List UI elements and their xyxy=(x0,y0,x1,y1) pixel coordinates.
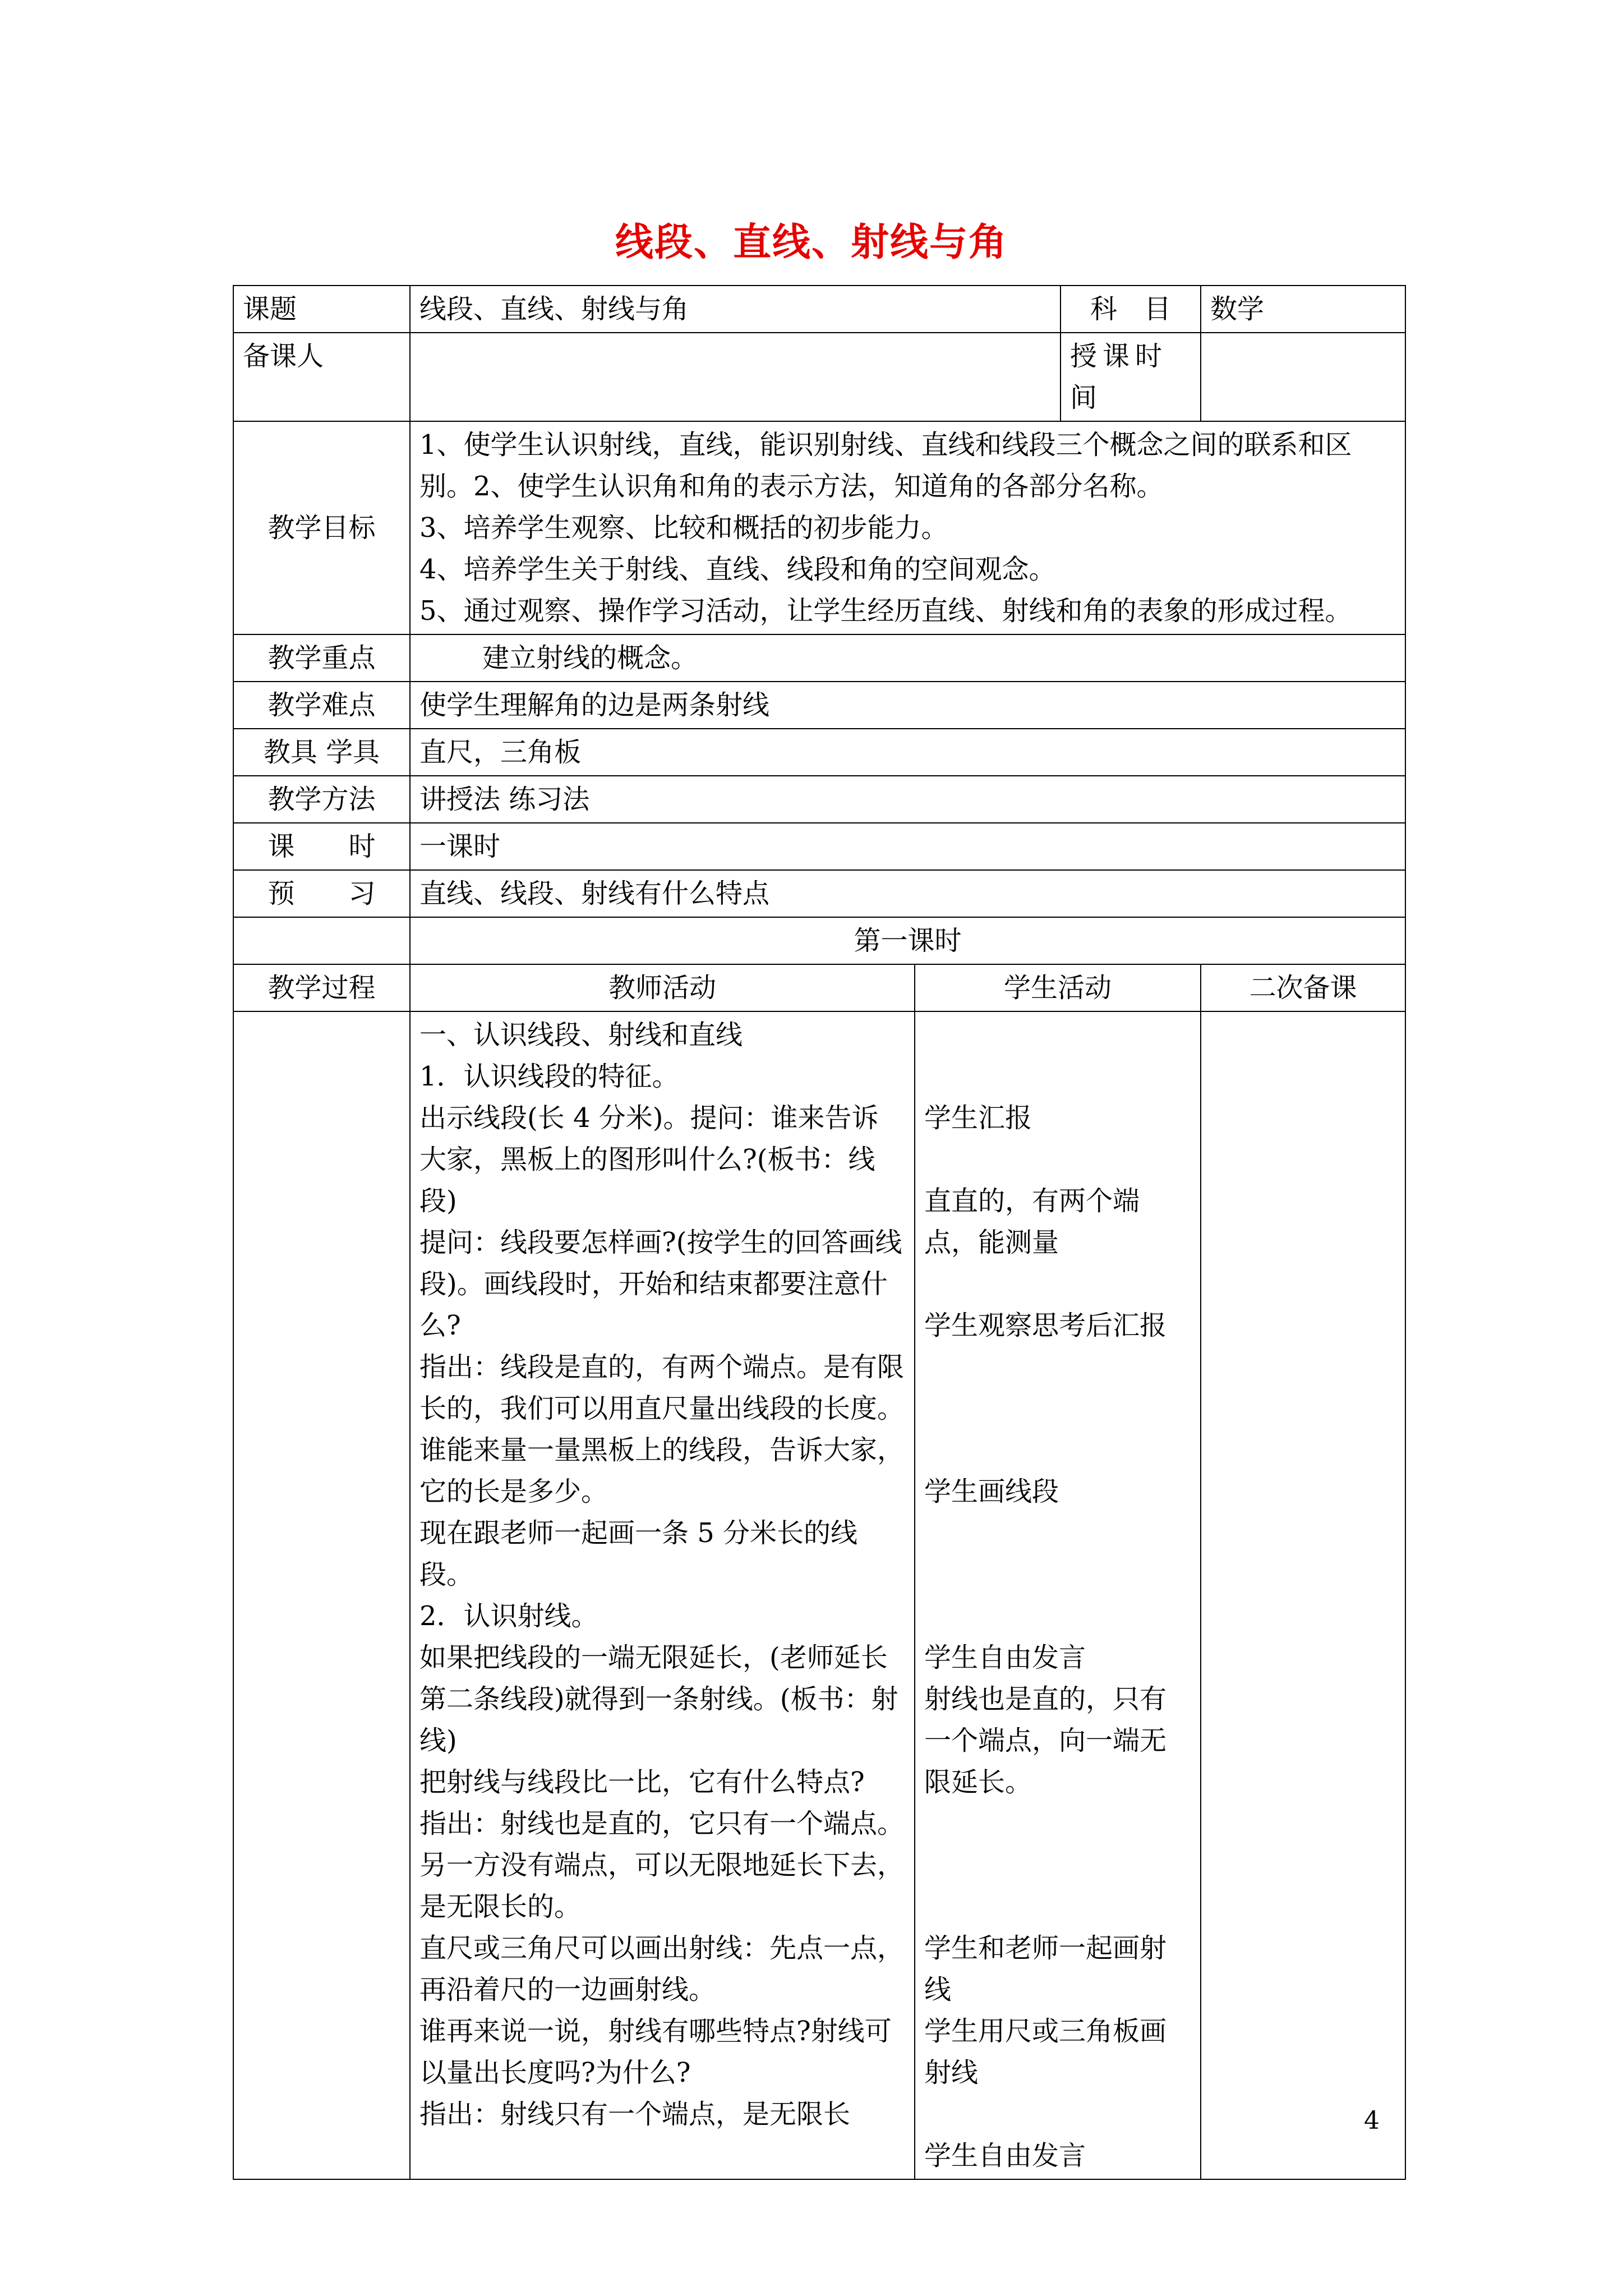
student-line: 学生用尺或三角板画射线 xyxy=(924,2016,1167,2088)
teacher-line: 2．认识射线。 xyxy=(419,1600,598,1632)
period-value: 一课时 xyxy=(410,823,1405,870)
table-row xyxy=(233,823,1405,870)
teacher-line: 谁再来说一说，射线有哪些特点?射线可以量出长度吗?为什么? xyxy=(419,2016,892,2088)
teacher-line: 1．认识线段的特征。 xyxy=(419,1061,679,1092)
teacher-line: 指出：射线只有一个端点，是无限长 xyxy=(419,2099,851,2130)
teacher-line: 指出：射线也是直的，它只有一个端点。另一方没有端点，可以无限地延长下去，是无限长的。 xyxy=(419,1808,905,1922)
teacher-line: 指出：线段是直的，有两个端点。是有限长的，我们可以用直尺量出线段的长度。 xyxy=(419,1351,905,1424)
teacher-line: 提问：线段要怎样画?(按学生的回答画线段)。画线段时，开始和结束都要注意什么? xyxy=(419,1227,902,1341)
teacher-line: 一、认识线段、射线和直线 xyxy=(419,1019,743,1051)
table-row xyxy=(233,634,1405,682)
student-line: 学生汇报 xyxy=(924,1102,1032,1134)
preview-value: 直线、线段、射线有什么特点 xyxy=(410,870,1405,917)
subject-value: 数学 xyxy=(1201,286,1405,333)
teacher-line: 直尺或三角尺可以画出射线：先点一点，再沿着尺的一边画射线。 xyxy=(419,1932,905,2005)
goal-item: 4、培养学生关于射线、直线、线段和角的空间观念。 xyxy=(419,554,1056,585)
preparer-value xyxy=(410,333,1061,421)
goals-label: 教学目标 xyxy=(233,421,410,634)
preview-label: 预 习 xyxy=(233,870,410,917)
table-row xyxy=(233,776,1405,823)
process-label: 教学过程 xyxy=(233,964,410,1011)
method-label: 教学方法 xyxy=(233,776,410,823)
teacher-line: 如果把线段的一端无限延长，(老师延长第二条线段)就得到一条射线。(板书：射线) xyxy=(419,1642,898,1756)
tools-value: 直尺，三角板 xyxy=(410,729,1405,776)
student-activity-header: 学生活动 xyxy=(915,964,1201,1011)
page-number: 4 xyxy=(1364,2106,1380,2135)
table-row xyxy=(233,682,1405,729)
table-row xyxy=(233,870,1405,917)
table-row xyxy=(233,1011,1405,2179)
table-row xyxy=(233,729,1405,776)
difficulty-value: 使学生理解角的边是两条射线 xyxy=(410,682,1405,729)
lesson-plan-table xyxy=(233,285,1406,2180)
teacher-line: 出示线段(长 4 分米)。提问：谁来告诉大家，黑板上的图形叫什么?(板书：线段) xyxy=(419,1102,879,1217)
second-prep-content xyxy=(1201,1011,1405,2179)
student-line: 学生画线段 xyxy=(924,1476,1059,1507)
student-activity-content xyxy=(915,1011,1201,2179)
tools-label: 教具 学具 xyxy=(233,729,410,776)
page-title: 线段、直线、射线与角 xyxy=(615,220,1008,265)
goals-content xyxy=(410,421,1405,634)
teacher-activity-header: 教师活动 xyxy=(410,964,915,1011)
student-line: 直直的，有两个端点，能测量 xyxy=(924,1185,1140,1258)
student-line: 学生和老师一起画射线 xyxy=(924,1932,1167,2005)
second-prep-header: 二次备课 xyxy=(1201,964,1405,1011)
table-row xyxy=(233,917,1405,964)
goal-item: 1、使学生认识射线，直线，能识别射线、直线和线段三个概念之间的联系和区别。2、使学生认识角和角的表示方法，知道角的各部分名称。 xyxy=(419,429,1352,502)
key-point-value: 建立射线的概念。 xyxy=(410,634,1405,682)
period-label: 课 时 xyxy=(233,823,410,870)
table-row xyxy=(233,421,1405,634)
teacher-line: 现在跟老师一起画一条 5 分米长的线段。 xyxy=(419,1517,858,1590)
student-line: 射线也是直的，只有一个端点，向一端无限延长。 xyxy=(924,1683,1167,1798)
preparer-label: 备课人 xyxy=(233,333,410,421)
empty-cell xyxy=(233,917,410,964)
teacher-line: 谁能来量一量黑板上的线段，告诉大家，它的长是多少。 xyxy=(419,1434,905,1507)
table-row xyxy=(233,333,1405,421)
student-line: 学生自由发言 xyxy=(924,1642,1086,1673)
table-row xyxy=(233,964,1405,1011)
student-line: 学生观察思考后汇报 xyxy=(924,1310,1167,1341)
table-row xyxy=(233,286,1405,333)
goal-item: 5、通过观察、操作学习活动，让学生经历直线、射线和角的表象的形成过程。 xyxy=(419,595,1352,627)
difficulty-label: 教学难点 xyxy=(233,682,410,729)
topic-value: 线段、直线、射线与角 xyxy=(410,286,1061,333)
key-point-label: 教学重点 xyxy=(233,634,410,682)
goal-item: 3、培养学生观察、比较和概括的初步能力。 xyxy=(419,512,948,544)
teacher-line: 把射线与线段比一比，它有什么特点? xyxy=(419,1766,865,1798)
method-value: 讲授法 练习法 xyxy=(410,776,1405,823)
student-line: 学生自由发言 xyxy=(924,2140,1086,2171)
subject-label: 科 目 xyxy=(1061,286,1201,333)
teacher-activity-content xyxy=(410,1011,915,2179)
teach-time-label: 授课时间 xyxy=(1061,333,1201,421)
process-empty-cell xyxy=(233,1011,410,2179)
teach-time-value xyxy=(1201,333,1405,421)
session-label: 第一课时 xyxy=(410,917,1405,964)
topic-label: 课题 xyxy=(233,286,410,333)
